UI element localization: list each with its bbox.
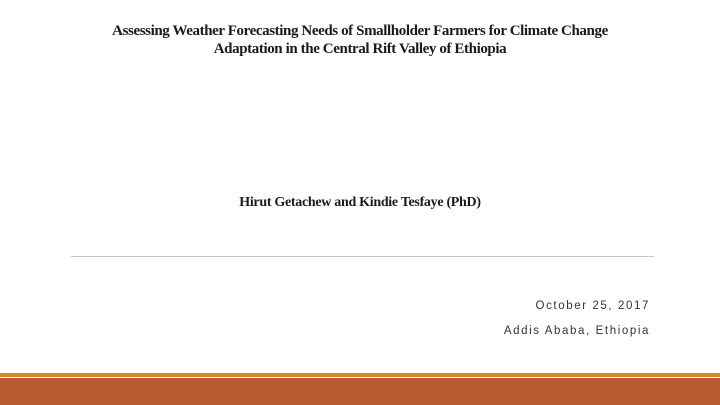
presentation-date: October 25, 2017 xyxy=(535,300,650,312)
slide-title xyxy=(0,22,720,58)
horizontal-divider xyxy=(71,256,654,257)
footer-bar xyxy=(0,378,720,405)
footer-accent-stripe xyxy=(0,373,720,377)
presentation-location: Addis Ababa, Ethiopia xyxy=(503,325,650,337)
slide-title-line-1: Assessing Weather Forecasting Needs of Smallholder Farmers for Climate Change xyxy=(112,23,608,39)
slide-authors: Hirut Getachew and Kindie Tesfaye (PhD) xyxy=(239,195,481,210)
slide-title-line-2: Adaptation in the Central Rift Valley of Ethiopia xyxy=(213,41,507,57)
slide-meta xyxy=(504,298,650,339)
